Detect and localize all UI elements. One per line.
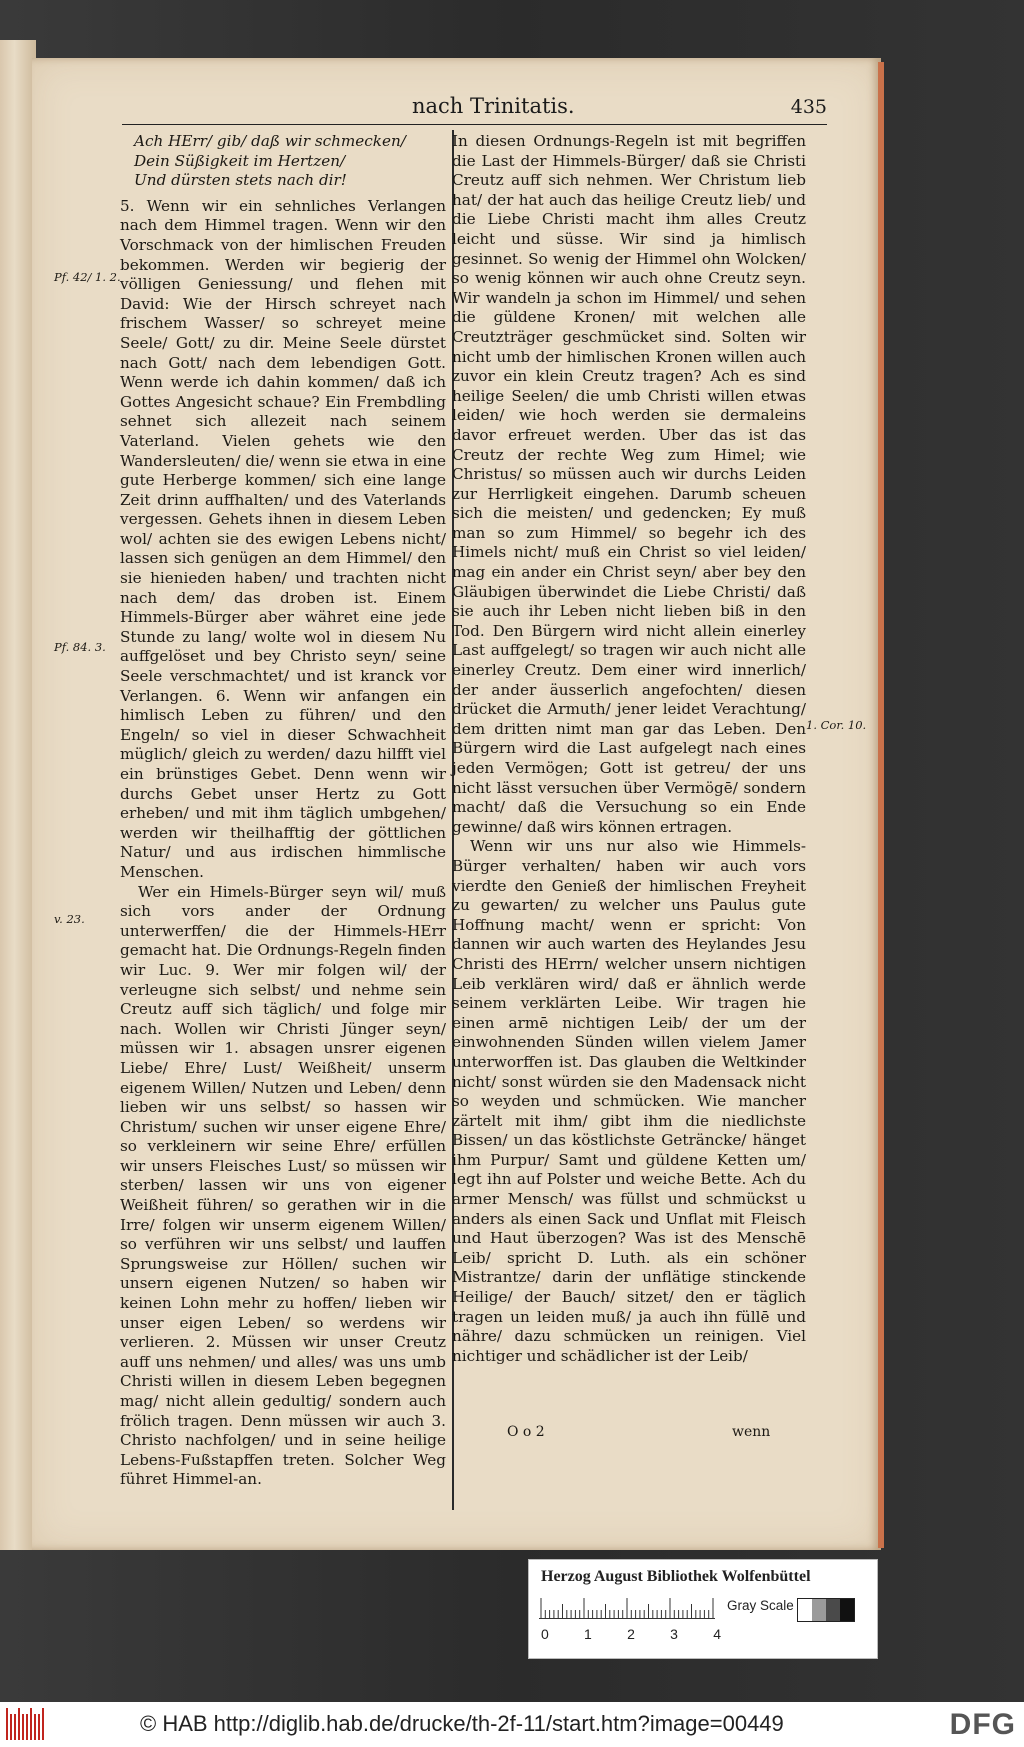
ruler-numbers bbox=[541, 1626, 721, 1642]
margin-note-v23: v. 23. bbox=[54, 912, 85, 926]
color-target bbox=[528, 1559, 878, 1659]
gray-scale-swatches bbox=[797, 1598, 855, 1622]
verse-line: Dein Süßigkeit im Hertzen/ bbox=[134, 151, 346, 170]
ruler-line bbox=[539, 1618, 715, 1619]
ruler-ticks bbox=[539, 1596, 715, 1620]
page-header bbox=[122, 94, 827, 125]
ruler-number: 1 bbox=[584, 1626, 592, 1642]
right-paragraph: In diesen Ordnungs-Regeln ist mit begriffen die Last der Himmels-Bürger/ daß sie Christi Creutz auff sich nehmen. Wer Christum lieb hat/ der hat auch das heilige Creutz lieb/ und die Liebe Christi macht ihm alles Creutz leicht und süsse. Wir sind ja himlisch gesinnet. So wenig der Himmel ohn Wolcken/ so wenig können wir auch ohne Creutz seyn. Wir wandeln ja schon im Himmel/ und sehen die güldene Kronen/ mit welchen alle Creutzträger geschmücket sind. Solten wir nicht umb der himlischen Kronen willen auch zuvor ein klein Creutz tragen? Ach es sind heilige Seelen/ die umb Christi willen etwas leiden/ wie hoch werden sie dermaleins davor erfreuet werden. Uber das ist das Creutz der rechte Weg zum Himel; wie Christus/ so müssen auch wir durchs Leiden zur Herrligkeit eingehen. Darumb scheuen sich die meisten/ und gedencken; Ey muß man so zum Himmel/ so begehr ich des Himels nicht/ muß ein Christ so viel leiden/ mag ein ander ein Christ seyn/ aber bey den Gläubigen überwindet die Liebe Christi/ daß sie auch ihr Leben nicht lieben biß in den Tod. Den Bürgern wird nicht allein einerley Last auffgelegt/ so tragen wir auch nicht alle einerley Creutz. Dem einer wird innerlich/ der ander äusserlich angefochten/ diesen drücket die Armuth/ jener leidet Verachtung/ dem dritten nimt man gar das Leben. Den Bürgern wird die Last aufgelegt nach eines jeden Vermögen; Gott ist getreu/ der uns nicht lässt versuchen über Vermögē/ sondern macht/ daß die Versuchung so ein Ende gewinne/ daß wirs können ertragen. bbox=[452, 132, 806, 836]
hymn-verse bbox=[120, 132, 446, 191]
ruler bbox=[539, 1596, 715, 1620]
page-number: 435 bbox=[790, 96, 827, 118]
target-title: Herzog August Bibliothek Wolfenbüttel bbox=[541, 1568, 811, 1585]
footer-url[interactable]: © HAB http://diglib.hab.de/drucke/th-2f-11/start.htm?image=00449 bbox=[140, 1711, 784, 1736]
hab-logo-icon[interactable] bbox=[6, 1708, 50, 1740]
verse-line: Ach HErr/ gib/ daß wir schmecken/ bbox=[134, 132, 406, 150]
signature-mark: O o 2 bbox=[507, 1424, 545, 1440]
left-paragraph: 5. Wenn wir ein sehnliches Verlangen nach dem Himmel tragen. Wenn wir den Vorschmack von der himlischen Freuden bekommen. Werden wir begierig der völligen Geniessung/ und flehen mit David: Wie der Hirsch schreyet nach frischem Wasser/ so schreyet meine Seele/ Gott/ zu dir. Meine Seele dürstet nach Gott/ nach dem lebendigen Gott. Wenn werde ich dahin kommen/ daß ich Gottes Angesicht schaue? Ein Frembdling sehnet sich allezeit nach seinem Vaterland. Vielen gehets wie den Wandersleuten/ die/ wenn sie etwa in eine gute Herberge kommen/ sich eine lange Zeit drinn auffhalten/ und des Vaterlands vergessen. Gehets ihnen in diesem Leben wol/ achten sie des ewigen Lebens nicht/ lassen sich genügen an dem Himmel/ den sie hienieden haben/ und trachten nicht nach dem/ das droben ist. Einem Himmels-Bürger aber währet eine jede Stunde zu lang/ wolte wol in diesem Nu auffgelöset und bey Christo seyn/ seine Seele verschmachtet/ und ist kranck vor Verlangen. 6. Wenn wir anfangen ein himlisch Leben zu führen/ und den Engeln/ so viel in dieser Schwachheit müglich/ gleich zu werden/ dazu hilfft viel ein brünstiges Gebet. Denn wenn wir durchs Gebet unser Hertz zu Gott erheben/ und mit ihm täglich umbgehen/ werden wir theilhafftig der göttlichen Natur/ und aus irdischen himmlische Menschen. bbox=[120, 196, 446, 881]
ruler-number: 3 bbox=[670, 1626, 678, 1642]
margin-note-ps84: Pf. 84. 3. bbox=[54, 640, 106, 654]
ruler-number: 2 bbox=[627, 1626, 635, 1642]
ruler-number: 0 bbox=[541, 1626, 549, 1642]
right-paragraph-2: Wenn wir uns nur also wie Himmels-Bürger verhalten/ haben wir auch vors vierdte den Genieß der himlischen Freyheit zu gewarten/ zu welcher uns Paulus gute Hoffnung macht/ wenn er spricht: Von dannen wir auch warten des Heylandes Jesu Christi des HErrn/ welcher unsern nichtigen Leib verklären wird/ daß er ähnlich werde seinem verklärten Leibe. Wir tragen hie einen armē nichtigen Leib/ der um der einwohnenden Sünden willen vielem Jamer unterworffen ist. Das glauben die Weltkinder nicht/ sonst würden sie den Madensack nicht so weyden und schmücken. Wie mancher zärtelt mit ihm/ gibt ihm die niedlichste Bissen/ un das köstlichste Geträncke/ hänget ihm Purpur/ Samt und güldene Ketten um/ legt ihn auf Polster und weiche Bette. Ach du armer Mensch/ was füllst und schmückst u anders als einen Sack und Unflat mit Fleisch und Haut überzogen? Was ist des Menschē Leib/ spricht D. Luth. als ein schöner Mistrantze/ darin der unflätige stinckende Heilige/ der Bauch/ sitzet/ den er täglich tragen un leiden muß/ ja auch ihn füllē und nähre/ dazu schmücken un reinigen. Viel nichtiger und schädlicher ist der Leib/ bbox=[452, 837, 806, 1365]
right-column bbox=[452, 132, 806, 1366]
left-column bbox=[120, 132, 446, 1490]
footer-bar bbox=[0, 1702, 1024, 1747]
book-page bbox=[32, 58, 881, 1550]
catchword: wenn bbox=[732, 1424, 771, 1440]
margin-note-cor10: 1. Cor. 10. bbox=[806, 718, 867, 732]
ruler-number: 4 bbox=[713, 1626, 721, 1642]
gray-scale-label: Gray Scale bbox=[727, 1598, 794, 1613]
gray-swatch bbox=[798, 1599, 812, 1621]
book-spine bbox=[0, 40, 36, 1550]
margin-note-ps42: Pf. 42/ 1. 2. bbox=[54, 270, 121, 284]
gray-swatch bbox=[826, 1599, 840, 1621]
dfg-logo-icon[interactable]: DFG bbox=[949, 1708, 1016, 1741]
page-edge bbox=[878, 62, 884, 1548]
gray-swatch bbox=[840, 1599, 854, 1621]
verse-line: Und dürsten stets nach dir! bbox=[134, 171, 347, 190]
running-head: nach Trinitatis. bbox=[412, 94, 575, 118]
gray-swatch bbox=[812, 1599, 826, 1621]
left-paragraph-2: Wer ein Himels-Bürger seyn wil/ muß sich vors ander der Ordnung unterwerffen/ die der Himmels-HErr gemacht hat. Die Ordnungs-Regeln finden wir Luc. 9. Wer mir folgen wil/ der verleugne sich selbst/ und nehme sein Creutz auff sich täglich/ und folge mir nach. Wollen wir Christi Jünger seyn/ müssen wir 1. absagen unsrer eigenen Liebe/ Ehre/ Lust/ Weißheit/ unserm eigenem Willen/ Nutzen und Leben/ denn lieben wir uns selbst/ so hassen wir Christum/ suchen wir unser eigene Ehre/ so verkleinern wir seine Ehre/ erfüllen wir unsers Fleisches Lust/ so müssen wir sterben/ lassen wir uns von eigener Weißheit führen/ so gerathen wir in die Irre/ folgen wir unserm eigenem Willen/ so verführen wir uns selbst/ und lauffen Sprungsweise zur Höllen/ suchen wir unsern eigenen Nutzen/ so haben wir keinen Lohn mehr zu hoffen/ lieben wir unser eigen Leben/ so werdens wir verlieren. 2. Müssen wir unser Creutz auff uns nehmen/ und alles/ was uns umb Christi willen in diesem Leben begegnen mag/ nicht allein gedultig/ sondern auch frölich tragen. Denn müssen wir auch 3. Christo nachfolgen/ und in seine heilige Lebens-Fußstapffen treten. Solcher Weg führet Himmel-an. bbox=[120, 882, 446, 1489]
